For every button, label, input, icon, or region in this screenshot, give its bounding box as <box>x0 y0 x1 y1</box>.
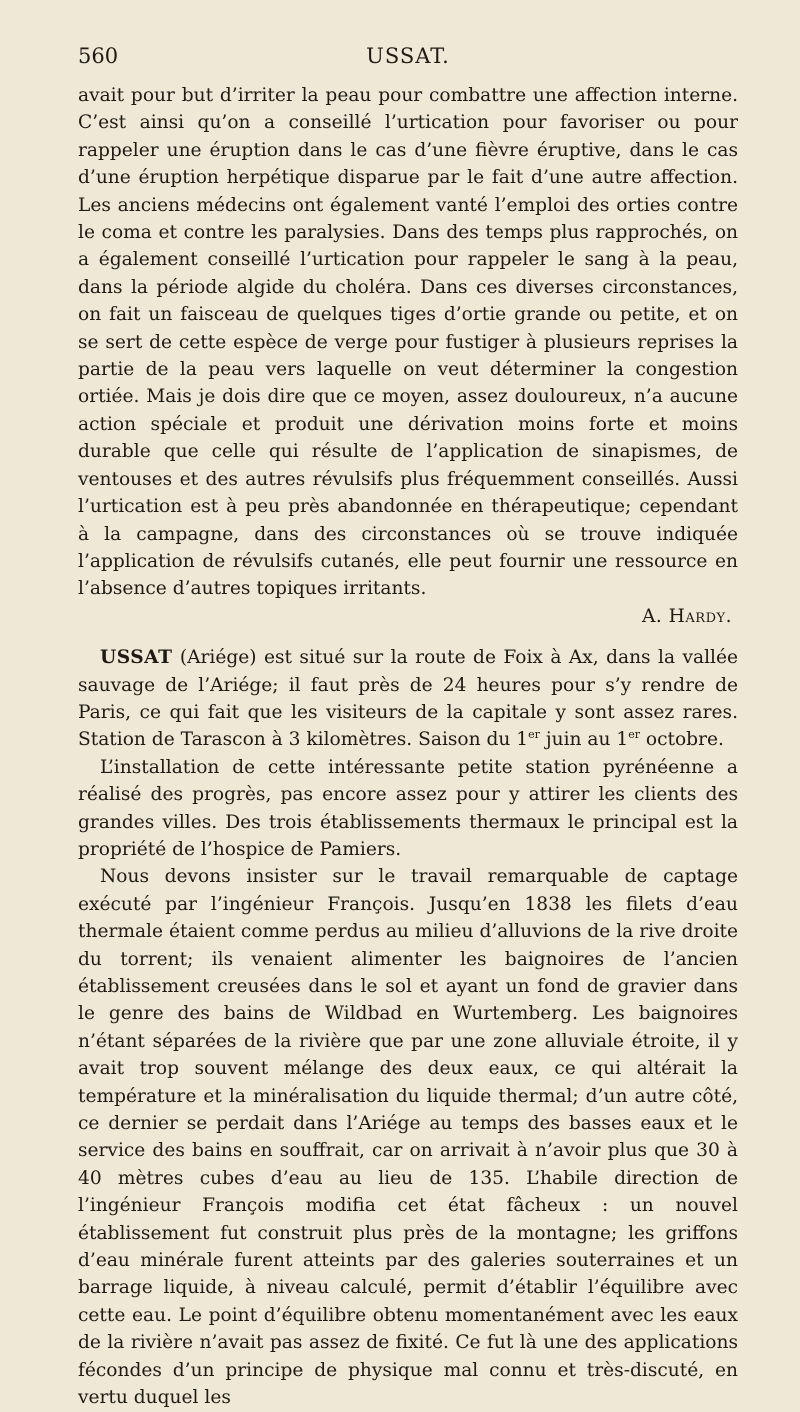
paragraph-captage: Nous devons insister sur le travail remarquable de captage exécuté par l’ingénieur François. Jusqu’en 1838 les filets d’eau thermale étaient comme perdus au milieu d’alluvions de la rive droite du torrent; ils venaient alimenter les baignoires de l’ancien établissement creusées dans le sol et ayant un fond de gravier dans le genre des bains de Wildbad en Wurtemberg. Les baignoires n’étant séparées de la rivière que par une zone alluviale étroite, il y avait trop souvent mélange des deux eaux, ce qui altérait la température et la minéralisation du liquide thermal; d’un autre côté, ce dernier se perdait dans l’Ariége au temps des basses eaux et le service des bains en souffrait, car on arrivait à n’avoir plus que 30 à 40 mètres cubes d’eau au lieu de 135. L’habile direction de l’ingénieur François modifia cet état fâcheux : un nouvel établissement fut construit plus près de la montagne; les griffons d’eau minérale furent atteints par des galeries souterraines et un barrage liquide, à niveau calculé, permit d’établir l’équilibre avec cette eau. Le point d’équilibre obtenu momentanément avec les eaux de la rivière n’avait pas assez de fixité. Ce fut là une des applications fécondes d’un principe de physique mal connu et très-discuté, en vertu duquel les <box>78 866 738 1409</box>
paragraph-installation: L’installation de cette intéressante petite station pyrénéenne a réalisé des progrès, pas encore assez pour y attirer les clients des grandes villes. Des trois établissements thermaux le principal est la propriété de l’hospice de Pamiers. <box>78 756 738 860</box>
page-header <box>78 44 738 74</box>
running-title: USSAT. <box>366 44 450 68</box>
author-signature: A. Hardy. <box>641 605 732 627</box>
superscript-er-1: er <box>528 728 540 742</box>
intro-text-a: (Ariége) est situé sur la route de Foix à Ax, dans la vallée sauvage de l’Ariége; il faut près de 24 heures pour s’y rendre de Paris, ce qui fait que les visiteurs de la capitale y sont assez rares. Station de Tarascon à 3 kilomètres. Saison du 1 <box>78 647 738 751</box>
page-body <box>78 82 738 1412</box>
entry-headword: USSAT <box>100 647 173 669</box>
intro-text-c: octobre. <box>640 729 724 751</box>
intro-text-b: juin au 1 <box>539 729 629 751</box>
paragraph-urtication: avait pour but d’irriter la peau pour combattre une affection interne. C’est ainsi qu’on a conseillé l’urtication pour favoriser ou pour rappeler une éruption dans le cas d’une fièvre éruptive, dans le cas d’une éruption herpétique disparue par le fait d’une autre affection. Les anciens médecins ont également vanté l’emploi des orties contre le coma et contre les paralysies. Dans des temps plus rapprochés, on a également conseillé l’urtication pour rappeler le sang à la peau, dans la période algide du choléra. Dans ces diverses circonstances, on fait un faisceau de quelques tiges d’ortie grande ou petite, et on se sert de cette espèce de verge pour fustiger à plusieurs reprises la partie de la peau vers laquelle on veut déterminer la congestion ortiée. Mais je dois dire que ce moyen, assez douloureux, n’a aucune action spéciale et produit une dérivation moins forte et moins durable que celle qui résulte de l’application de sinapismes, de ventouses et des autres révulsifs plus fréquemment conseillés. Aussi l’urtication est à peu près abandonnée en thérapeutique; cependant à la campagne, dans des circonstances où se trouve indiquée l’application de révulsifs cutanés, elle peut fournir une ressource en l’absence d’autres topiques irritants. <box>78 85 738 600</box>
superscript-er-2: er <box>628 728 640 742</box>
paragraph-ussat-intro <box>78 644 738 754</box>
page-number: 560 <box>78 44 119 68</box>
